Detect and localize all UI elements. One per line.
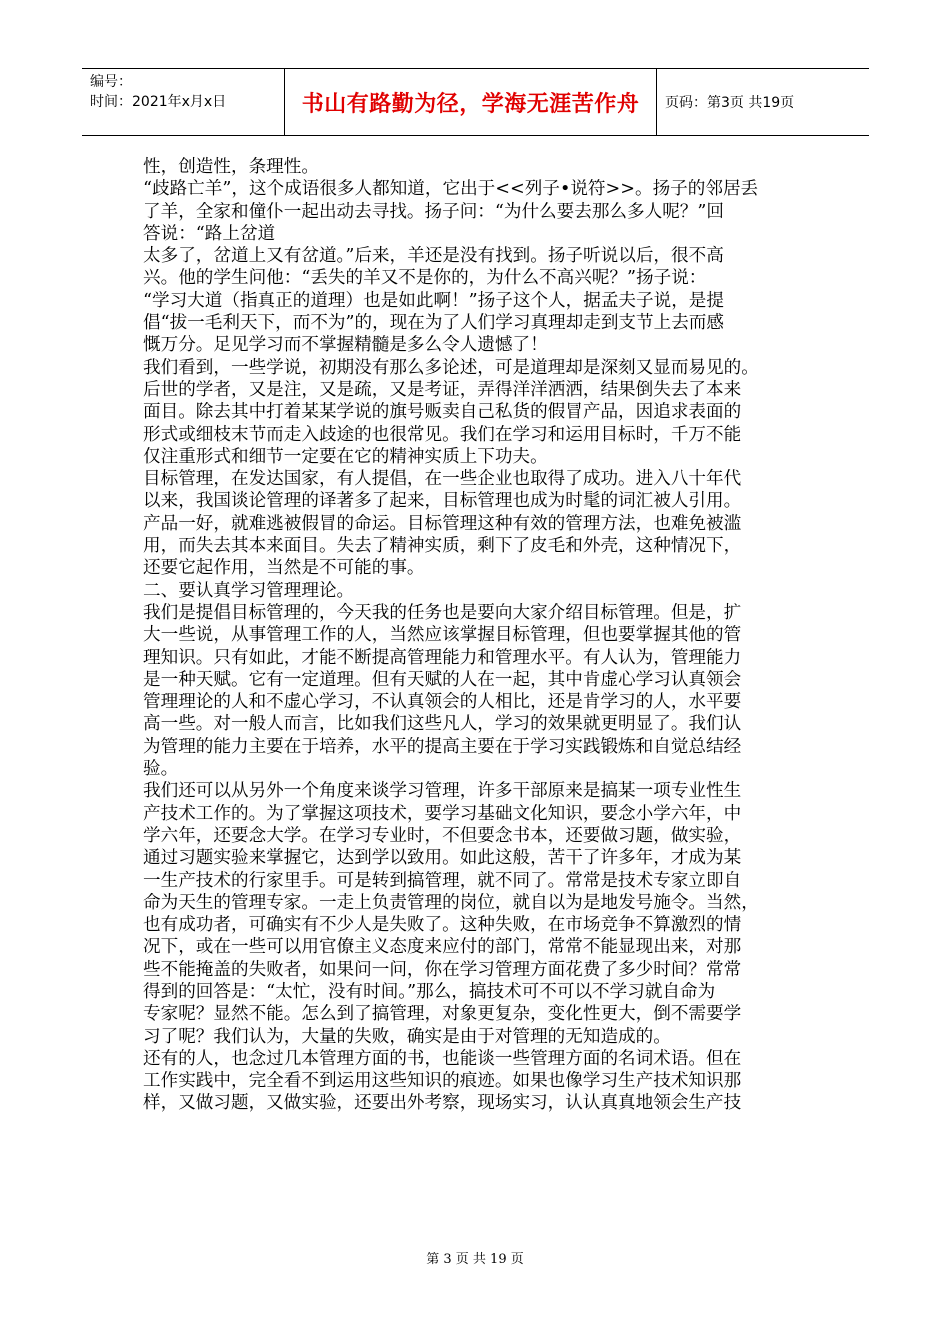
- text-line: 也有成功者，可确实有不少人是失败了。这种失败，在市场竞争不算激烈的情: [143, 915, 742, 936]
- text-line: 大一些说，从事管理工作的人，当然应该掌握目标管理，但也要掌握其他的管: [143, 625, 742, 646]
- text-line: “学习大道（指真正的道理）也是如此啊！”扬子这个人，据孟夫子说，是提: [143, 290, 724, 311]
- text-line: 产品一好，就难逃被假冒的命运。目标管理这种有效的管理方法，也难免被滥: [143, 513, 742, 534]
- text-line: 学六年，还要念大学。在学习专业时，不但要念书本，还要做习题，做实验，: [143, 825, 742, 846]
- number-label: 编号：: [90, 74, 132, 90]
- text-line: 性，创造性，条理性。: [143, 157, 319, 177]
- text-line: 面目。除去其中打着某某学说的旗号贩卖自己私货的假冒产品，因追求表面的: [143, 402, 742, 423]
- text-line: 我们是提倡目标管理的，今天我的任务也是要向大家介绍目标管理。但是，扩: [143, 602, 742, 623]
- footer-page-number: 第 3 页 共 19 页: [426, 1252, 524, 1267]
- text-line: 兴。他的学生问他：“丢失的羊又不是你的，为什么不高兴呢？”扬子说：: [143, 268, 707, 289]
- text-line: 专家呢？显然不能。怎么到了搞管理，对象更复杂，变化性更大，倒不需要学: [143, 1004, 742, 1025]
- text-line: 样，又做习题，又做实验，还要出外考察，现场实习，认认真真地领会生产技: [143, 1093, 742, 1114]
- text-line: 况下，或在一些可以用官僚主义态度来应付的部门，常常不能显现出来，对那: [143, 937, 742, 958]
- text-line: 仅注重形式和细节一定要在它的精神实质上下功夫。: [143, 446, 548, 467]
- header-motto: [284, 69, 657, 135]
- header-meta: [82, 69, 284, 135]
- text-line: 高一些。对一般人而言，比如我们这些凡人，学习的效果就更明显了。我们认: [143, 714, 742, 735]
- date-label: 时间：2021年x月x日: [90, 94, 227, 110]
- motto-text: 书山有路勤为径，学海无涯苦作舟: [301, 91, 640, 117]
- text-line: 为管理的能力主要在于培养，水平的提高主要在于学习实践锻炼和自觉总结经: [143, 736, 742, 757]
- text-line: 我们还可以从另外一个角度来谈学习管理，许多干部原来是搞某一项专业性生: [143, 781, 742, 802]
- text-line: 些不能掩盖的失败者，如果问一问，你在学习管理方面花费了多少时间？常常: [143, 959, 742, 980]
- text-line: 太多了，岔道上又有岔道。”后来，羊还是没有找到。扬子听说以后，很不高: [143, 246, 724, 267]
- page-header: [82, 68, 869, 136]
- text-line: 后世的学者，又是注，又是疏，又是考证，弄得洋洋洒洒，结果倒失去了本来: [143, 379, 742, 400]
- text-line: 理知识。只有如此，才能不断提高管理能力和管理水平。有人认为，管理能力: [143, 647, 742, 668]
- text-line: 得到的回答是：“太忙，没有时间。”那么，搞技术可不可以不学习就自命为: [143, 981, 716, 1002]
- text-line: 答说：“路上岔道: [143, 223, 276, 244]
- text-line: 产技术工作的。为了掌握这项技术，要学习基础文化知识，要念小学六年，中: [143, 803, 742, 824]
- text-line: 还要它起作用，当然是不可能的事。: [143, 558, 425, 579]
- text-line: 工作实践中，完全看不到运用这些知识的痕迹。如果也像学习生产技术知识那: [143, 1071, 742, 1092]
- header-page-info: [657, 69, 869, 135]
- text-line: 我们看到，一些学说，初期没有那么多论述，可是道理却是深刻又显而易见的。: [143, 357, 759, 378]
- text-line: 了羊，全家和僮仆一起出动去寻找。扬子问：“为什么要去那么多人呢？”回: [143, 201, 724, 222]
- text-line: 慨万分。足见学习而不掌握精髓是多么令人遗憾了！: [143, 335, 548, 356]
- text-line: 验。: [143, 759, 179, 780]
- text-line: 通过习题实验来掌握它，达到学以致用。如此这般，苦干了许多年，才成为某: [143, 848, 742, 869]
- text-line: 以来，我国谈论管理的译著多了起来，目标管理也成为时髦的词汇被人引用。: [143, 491, 742, 512]
- text-line: 管理理论的人和不虚心学习，不认真领会的人相比，还是肯学习的人，水平要: [143, 692, 742, 713]
- text-line: 倡“拔一毛利天下，而不为”的，现在为了人们学习真理却走到支节上去而感: [143, 313, 724, 334]
- text-line: 习了呢？我们认为，大量的失败，确实是由于对管理的无知造成的。: [143, 1026, 671, 1047]
- text-line: 一生产技术的行家里手。可是转到搞管理，就不同了。常常是技术专家立即自: [143, 870, 742, 891]
- text-line: 目标管理，在发达国家，有人提倡，在一些企业也取得了成功。进入八十年代: [143, 469, 742, 490]
- text-line: 二、要认真学习管理理论。: [143, 580, 355, 601]
- text-line: 用，而失去其本来面目。失去了精神实质，剩下了皮毛和外壳，这种情况下，: [143, 536, 742, 557]
- document-body: [143, 156, 823, 1115]
- text-line: 还有的人，也念过几本管理方面的书，也能谈一些管理方面的名词术语。但在: [143, 1048, 742, 1069]
- page-footer: [0, 1248, 950, 1267]
- text-line: 命为天生的管理专家。一走上负责管理的岗位，就自以为是地发号施令。当然，: [143, 892, 759, 913]
- text-line: 是一种天赋。它有一定道理。但有天赋的人在一起，其中肯虚心学习认真领会: [143, 669, 742, 690]
- text-line: “歧路亡羊”，这个成语很多人都知道，它出于<<列子•说符>>。扬子的邻居丢: [143, 179, 759, 200]
- text-line: 形式或细枝末节而走入歧途的也很常见。我们在学习和运用目标时，千万不能: [143, 424, 742, 445]
- page-info-text: 页码：第3页 共19页: [665, 95, 795, 111]
